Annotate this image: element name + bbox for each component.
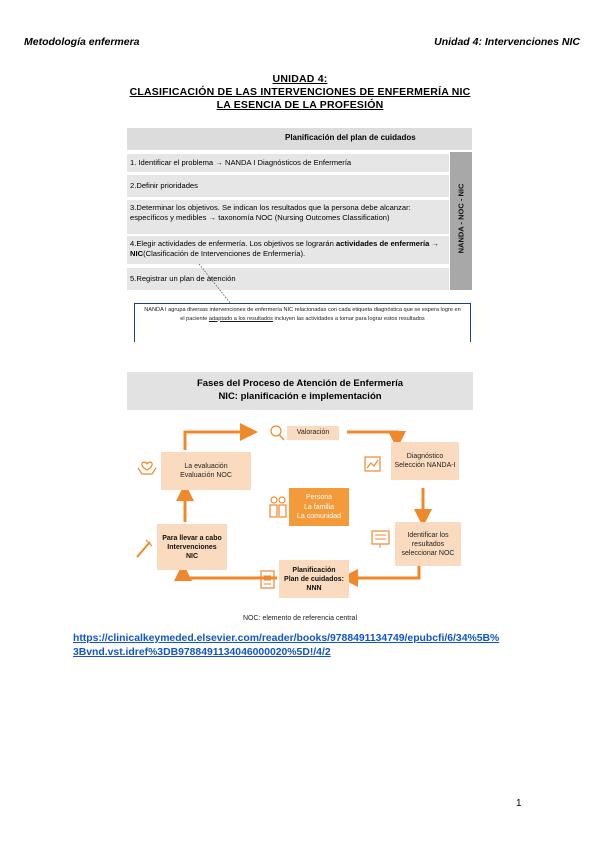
llevar-box: Para llevar a cabo Intervenciones NIC (157, 524, 227, 570)
unit-title (0, 73, 600, 112)
title-line-1: UNIDAD 4: (272, 73, 328, 85)
planificacion-box: Planificación Plan de cuidados: NNN (279, 560, 349, 598)
checklist-monitor-icon (370, 528, 392, 550)
diagnosis-chart-icon (363, 454, 383, 474)
phases-title-bar (127, 372, 473, 410)
valoracion-box: Valoración (287, 426, 339, 440)
nanda-noc-nic-side-label: NANDA - NOC - NIC (450, 152, 472, 290)
reference-link[interactable]: https://clinicalkeymeded.elsevier.com/reader/books/9788491134749/epubcfi/6/34%5B% 3Bvnd.vst.idref%3DB9788491134046000020%5D!/4/2 (73, 633, 500, 658)
plan-step-2: 2.Definir prioridades (127, 175, 449, 197)
plan-step-4: 4.Elegir actividades de enfermería. Los objetivos se lograrán actividades de enfermería → NIC(Clasificación de Intervenciones de Enfermería). (127, 236, 449, 264)
phases-title-2: NIC: planificación e implementación (218, 391, 382, 402)
care-plan-heading-bar (127, 128, 472, 150)
title-line-3: LA ESENCIA DE LA PROFESIÓN (216, 99, 384, 111)
identificar-box: Identificar los resultados seleccionar NOC (395, 522, 461, 566)
nanda-note-box: NANDA I agrupa diversas intervenciones de enfermería NIC relacionadas con cada etiqueta diagnóstica que se espera logre en el paciente adaptado a los resultados incluyen las actividades a tomar para lograr estos resultados (134, 303, 471, 342)
title-line-2: CLASIFICACIÓN DE LAS INTERVENCIONES DE ENFERMERÍA NIC (129, 86, 471, 98)
diagnostico-box: Diagnóstico Selección NANDA-I (391, 442, 459, 480)
syringe-icon (134, 538, 154, 560)
clipboard-icon (259, 568, 277, 590)
header-left: Metodología enfermera (24, 36, 140, 48)
evaluacion-box: La evaluación Evaluación NOC (161, 452, 251, 490)
phases-diagram (127, 410, 473, 626)
hands-heart-icon (136, 456, 158, 478)
plan-step-5: 5.Registrar un plan de atención (127, 268, 449, 290)
dotted-connector (195, 262, 235, 304)
plan-step-3: 3.Determinar los objetivos. Se indican los resultados que la persona debe alcanzar: específicos y medibles → taxonomía NOC (Nursing Outcomes Classification) (127, 200, 449, 234)
care-plan-heading: Planificación del plan de cuidados (285, 133, 416, 142)
people-icon (267, 494, 289, 520)
page-number: 1 (516, 798, 522, 809)
header-right: Unidad 4: Intervenciones NIC (434, 36, 580, 48)
center-person-box: Persona La familia La comunidad (289, 488, 349, 526)
phases-caption: NOC: elemento de referencia central (243, 615, 357, 622)
magnifier-person-icon (268, 424, 286, 442)
phases-title-1: Fases del Proceso de Atención de Enfermería (196, 378, 404, 389)
plan-step-1: 1. Identificar el problema → NANDA I Diagnósticos de Enfermería (127, 154, 449, 172)
